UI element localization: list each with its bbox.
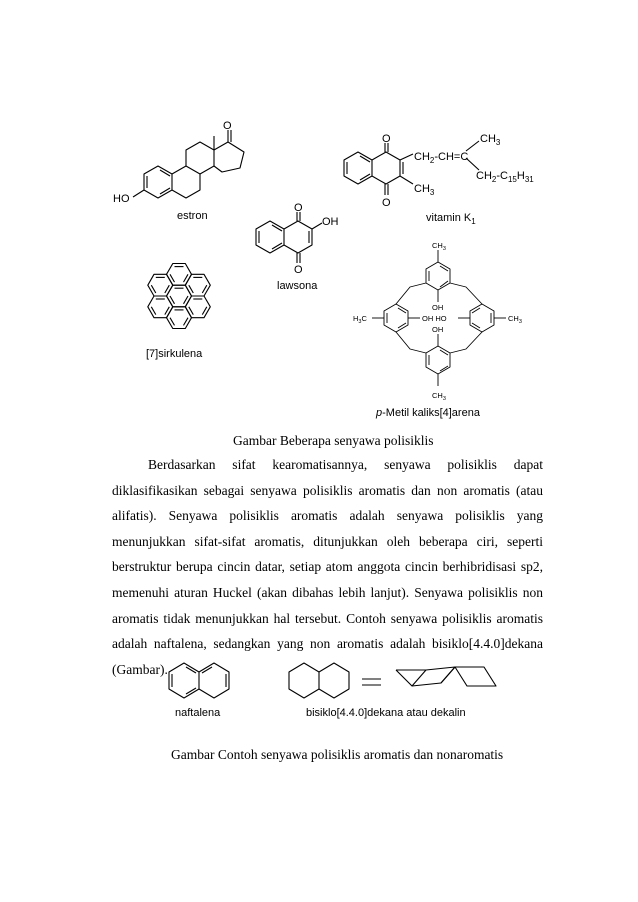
kaliks-oh-top: OH [432, 303, 444, 312]
estron-oxo-label: O [223, 120, 232, 132]
estron-structure [133, 130, 244, 198]
estron-label: estron [177, 210, 208, 222]
estron-ho-label: HO [113, 193, 130, 205]
paragraph-line: berstruktur berupa cincin datar, setiap atom anggota cincin berhibridisasi sp2, [112, 559, 543, 575]
naftalena-label: naftalena [175, 707, 221, 719]
paragraph-line: diklasifikasikan sebagai senyawa polisiklis aromatis dan non aromatis (atau [112, 482, 543, 498]
paragraph-line: aromatis tidak menunjukkan hal tersebut. Contoh senyawa polisiklis aromatis [112, 610, 543, 626]
paragraph-line: (Gambar). [112, 661, 168, 677]
vitk-sidechain: $CH_2-CH=C$ [414, 151, 469, 165]
kaliks-ch3-top: $CH_3$ [432, 241, 446, 252]
lawsona-label: lawsona [277, 280, 318, 292]
vitk-ch3-ring: $CH_3$ [414, 183, 435, 197]
vitk-long-chain: $CH_2-C_{15}H_{31}$ [476, 170, 534, 184]
lawsona-structure [256, 212, 322, 263]
vitamin-k1-structure [344, 141, 479, 195]
kaliks-oh-ho-center: OH HO [422, 314, 447, 323]
kaliks-ch3-bottom: $CH_3$ [432, 391, 446, 402]
dekalin-label: bisiklo[4.4.0]dekana atau dekalin [306, 707, 466, 719]
kaliks-h3c-left: $H_3C$ [353, 314, 367, 325]
paragraph-line: Berdasarkan sifat kearomatisannya, senyawa polisiklis dapat [148, 457, 543, 472]
lawsona-oh: OH [322, 216, 339, 228]
vitk-oxo-bottom: O [382, 197, 391, 209]
paragraph-line: memenuhi aturan Huckel (akan dibahas lebih lanjut). Senyawa polisiklis non [112, 584, 543, 600]
vitamin-k1-label: vitamin $K_1$ [426, 212, 476, 226]
figure1-caption: Gambar Beberapa senyawa polisiklis [233, 433, 434, 448]
lawsona-oxo-top: O [294, 202, 303, 214]
paragraph-line: adalah naftalena, sedangkan yang non aromatis adalah bisiklo[4.4.0]dekana [112, 636, 543, 652]
figure2-caption: Gambar Contoh senyawa polisiklis aromatis dan nonaromatis [171, 747, 504, 762]
paragraph-line: alifatis). Senyawa polisiklis aromatis adalah senyawa polisiklis yang [112, 508, 543, 524]
kaliksarena-label: p-Metil kaliks[4]arena [376, 407, 480, 419]
sirkulena-structure [148, 264, 211, 329]
paragraph-line: menunjukkan sifat-sifat aromatis, ditunjukkan oleh beberapa ciri, seperti [112, 533, 543, 549]
vitk-oxo-top: O [382, 133, 391, 145]
lawsona-oxo-bottom: O [294, 264, 303, 276]
kaliks-ch3-right: $CH_3$ [508, 314, 522, 325]
sirkulena-label: [7]sirkulena [146, 348, 203, 360]
kaliks-oh-bottom: OH [432, 325, 444, 334]
body-paragraph [112, 452, 543, 682]
vitk-ch3-top: $CH_3$ [480, 133, 501, 147]
